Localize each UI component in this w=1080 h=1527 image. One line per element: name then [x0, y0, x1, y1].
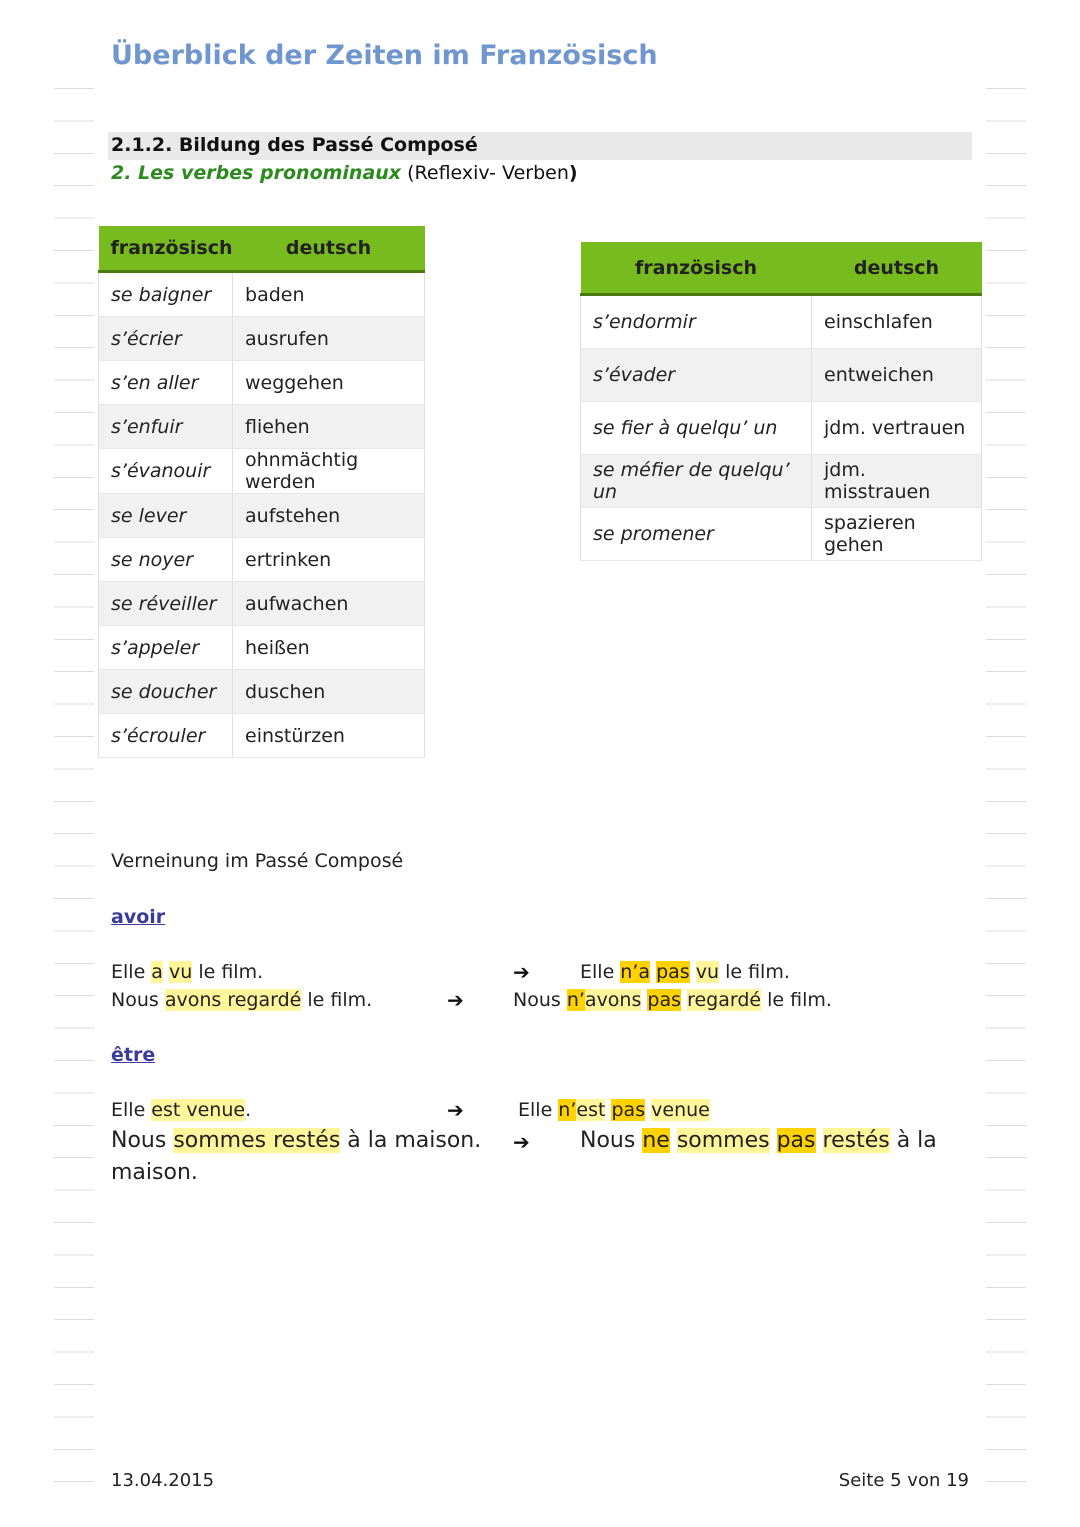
french-verb: se lever: [99, 494, 233, 538]
table-row: [581, 455, 982, 508]
table-row: [99, 538, 425, 582]
reflexive-verbs-table-right: [580, 242, 982, 561]
subheading-close-paren: ): [568, 162, 578, 184]
german-translation: heißen: [233, 626, 425, 670]
right-margin-rule-lines: [986, 88, 1026, 1488]
french-verb: s’écrouler: [99, 714, 233, 758]
german-translation: duschen: [233, 670, 425, 714]
french-verb: se méfier de quelqu’ un: [581, 455, 812, 508]
section-heading: 2.1.2. Bildung des Passé Composé: [111, 134, 478, 156]
example-etre-negative-1: Elle n’est pas venue: [518, 1099, 710, 1121]
auxiliary-label-avoir: avoir: [111, 906, 166, 928]
french-verb: se baigner: [99, 272, 233, 317]
example-avoir-affirmative-1: Elle a vu le film.: [111, 961, 264, 983]
french-verb: s’évanouir: [99, 449, 233, 494]
german-translation: ohnmächtig werden: [233, 449, 425, 494]
german-translation: baden: [233, 272, 425, 317]
german-translation: ertrinken: [233, 538, 425, 582]
german-translation: entweichen: [812, 349, 982, 402]
german-translation: aufwachen: [233, 582, 425, 626]
example-etre-affirmative-1: Elle est venue.: [111, 1099, 252, 1121]
french-verb: s’en aller: [99, 361, 233, 405]
table-row: [99, 494, 425, 538]
subheading-green-text: 2. Les verbes pronominaux: [111, 162, 402, 184]
table-header-row: [99, 226, 425, 272]
page-title: Überblick der Zeiten im Französisch: [111, 40, 658, 71]
german-translation: fliehen: [233, 405, 425, 449]
table-row: [99, 405, 425, 449]
german-translation: jdm. misstrauen: [812, 455, 982, 508]
french-verb: s’écrier: [99, 317, 233, 361]
example-avoir-negative-2: Nous n’avons pas regardé le film.: [513, 989, 832, 1011]
example-etre-affirmative-2-wrap: maison.: [111, 1160, 198, 1185]
french-verb: se promener: [581, 508, 812, 561]
column-header-german: deutsch: [233, 226, 425, 272]
french-verb: se noyer: [99, 538, 233, 582]
german-translation: einschlafen: [812, 295, 982, 349]
left-margin-rule-lines: [54, 88, 94, 1488]
german-translation: spazieren gehen: [812, 508, 982, 561]
negation-section-title: Verneinung im Passé Composé: [111, 850, 404, 872]
german-translation: jdm. vertrauen: [812, 402, 982, 455]
reflexive-verbs-table-left: [98, 226, 425, 758]
table-row: [99, 361, 425, 405]
table-header-row: [581, 242, 982, 295]
french-verb: s’enfuir: [99, 405, 233, 449]
table-row: [99, 272, 425, 317]
table-row: [99, 670, 425, 714]
german-translation: einstürzen: [233, 714, 425, 758]
auxiliary-label-etre: être: [111, 1044, 156, 1066]
arrow-right-icon: ➔: [447, 988, 464, 1012]
arrow-right-icon: ➔: [513, 1130, 530, 1154]
table-row: [581, 295, 982, 349]
french-verb: s’endormir: [581, 295, 812, 349]
subheading-note: (Reflexiv- Verben: [401, 162, 569, 184]
example-avoir-affirmative-2: Nous avons regardé le film.: [111, 989, 373, 1011]
footer-page-number: Seite 5 von 19: [838, 1470, 969, 1491]
table-row: [99, 714, 425, 758]
french-verb: se fier à quelqu’ un: [581, 402, 812, 455]
column-header-german: deutsch: [812, 242, 982, 295]
table-row: [581, 349, 982, 402]
table-row: [99, 582, 425, 626]
arrow-right-icon: ➔: [513, 960, 530, 984]
table-row: [99, 449, 425, 494]
example-etre-affirmative-2: Nous sommes restés à la maison.: [111, 1128, 482, 1153]
example-avoir-negative-1: Elle n’a pas vu le film.: [580, 961, 790, 983]
column-header-french: französisch: [99, 226, 233, 272]
table-row: [581, 508, 982, 561]
example-etre-negative-2: Nous ne sommes pas restés à la: [580, 1128, 937, 1153]
arrow-right-icon: ➔: [447, 1098, 464, 1122]
german-translation: weggehen: [233, 361, 425, 405]
section-subheading: [111, 162, 578, 184]
french-verb: s’évader: [581, 349, 812, 402]
german-translation: ausrufen: [233, 317, 425, 361]
french-verb: s’appeler: [99, 626, 233, 670]
german-translation: aufstehen: [233, 494, 425, 538]
french-verb: se réveiller: [99, 582, 233, 626]
french-verb: se doucher: [99, 670, 233, 714]
table-row: [99, 626, 425, 670]
footer-date: 13.04.2015: [111, 1470, 215, 1491]
table-row: [99, 317, 425, 361]
column-header-french: französisch: [581, 242, 812, 295]
table-row: [581, 402, 982, 455]
